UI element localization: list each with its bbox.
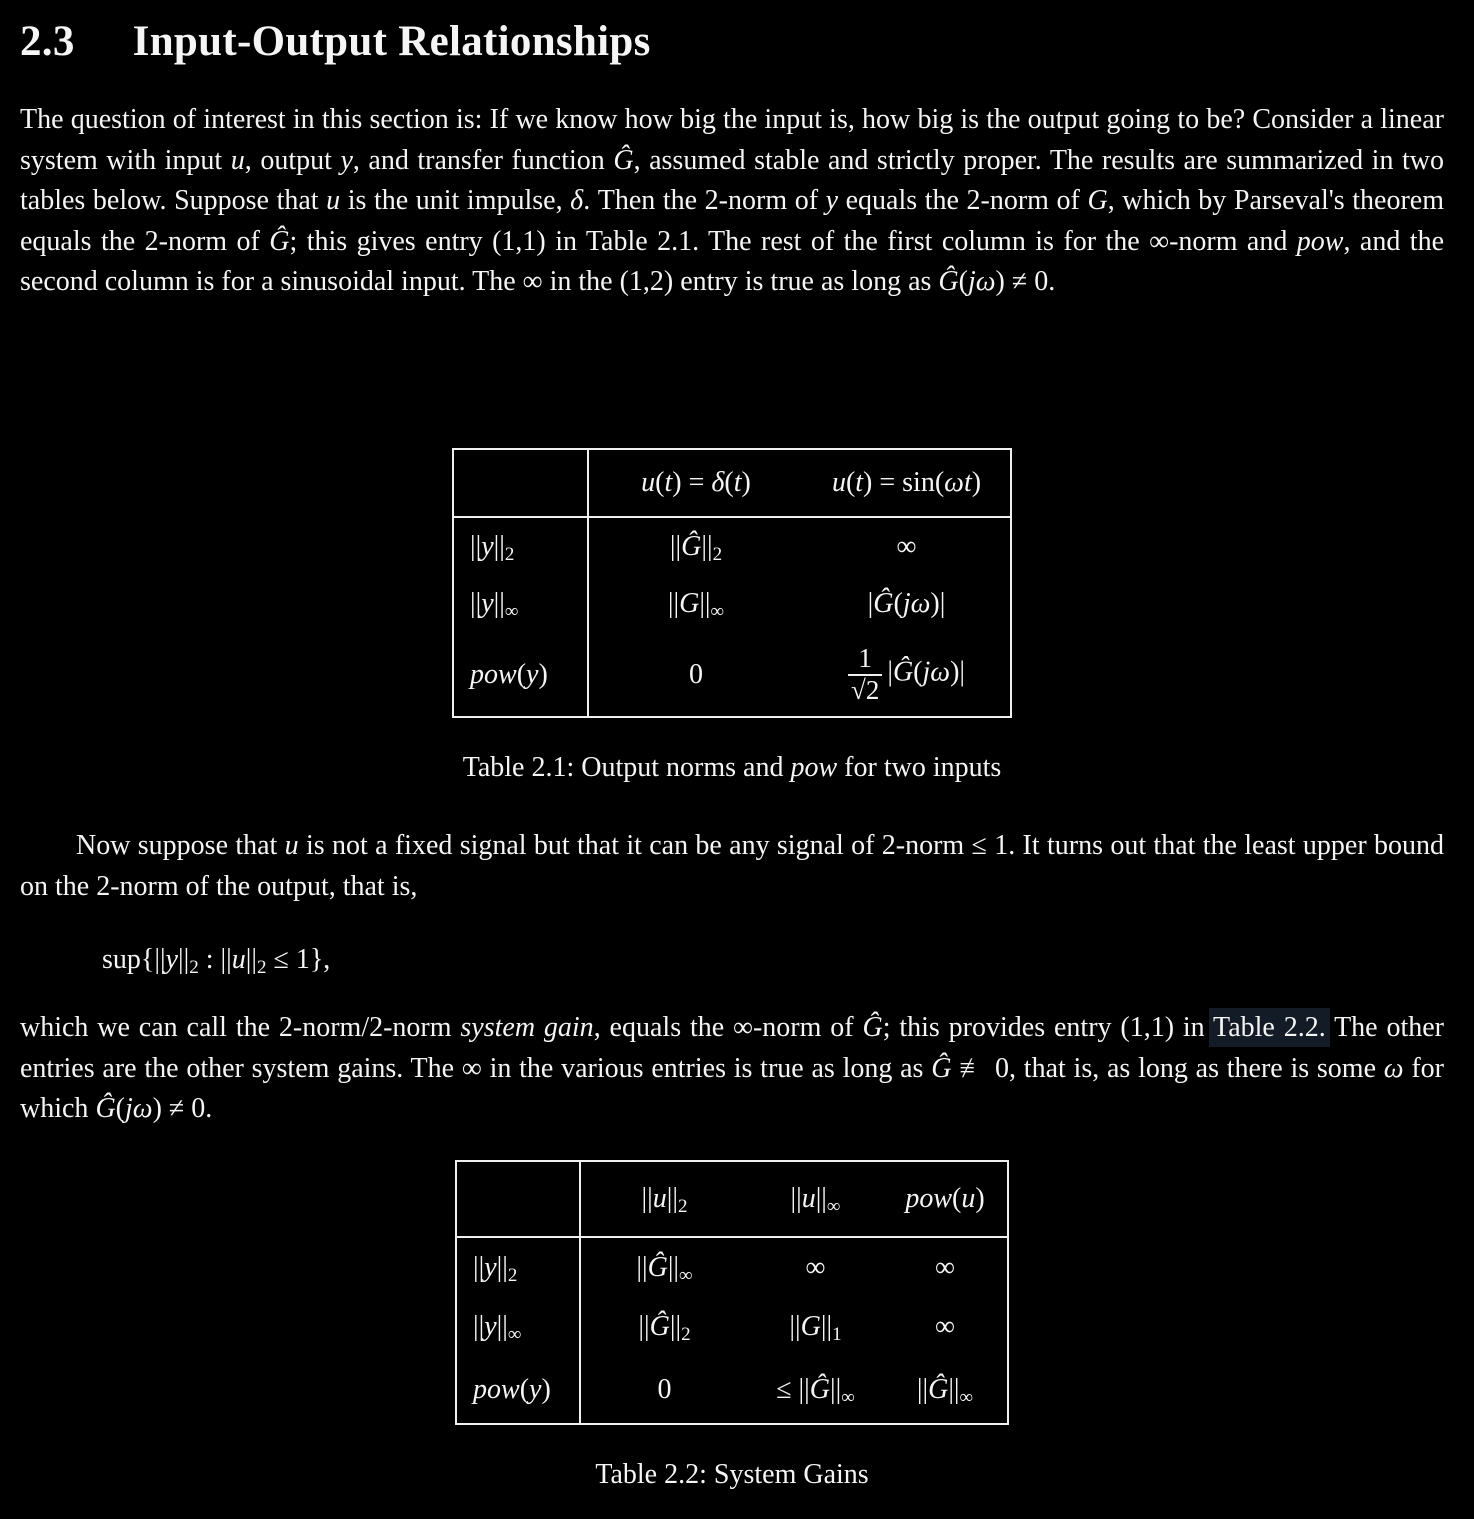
text-segment: , which by Parseval's theorem equals the 2-norm of (20, 185, 1445, 257)
text-segment: 2 (677, 1195, 688, 1217)
text-segment: ( (952, 1183, 962, 1214)
text-segment: , output (244, 144, 341, 176)
table-cell (588, 575, 803, 633)
text-segment: || (493, 530, 505, 562)
text-segment: ≢ 0, that is, as long as there is some (951, 1052, 1384, 1084)
table-row (456, 1357, 1008, 1424)
text-segment: ∞ (896, 530, 917, 562)
text-segment: jω (902, 588, 931, 619)
text-segment: ≤ || (776, 1374, 810, 1405)
text-segment: Ĝ (892, 656, 914, 688)
text-segment: ) ≠ 0. (995, 266, 1056, 297)
text-segment: y (340, 144, 353, 176)
text-segment: || (245, 944, 257, 975)
text-segment: jω (967, 266, 996, 297)
text-segment: jω (922, 656, 951, 688)
table-cell (748, 1297, 883, 1357)
text-segment: y (529, 1374, 542, 1405)
text-segment: u (652, 1183, 667, 1214)
text-segment: || (636, 1251, 648, 1283)
text-segment: y (481, 530, 494, 562)
text-segment: Table 2.1: Output norms and (462, 752, 791, 783)
text-segment: . Then the 2-norm of (583, 185, 826, 216)
text-segment: y (481, 588, 494, 619)
text-segment: ( (724, 467, 734, 498)
text-segment: Ĝ (809, 1374, 830, 1405)
table-cell (803, 633, 1011, 717)
text-segment: || (830, 1374, 842, 1405)
text-segment: || (470, 588, 482, 619)
text-segment: ω (1383, 1052, 1404, 1084)
text-segment: || (815, 1183, 827, 1214)
text-segment: || (701, 530, 713, 562)
text-segment: Ĝ (931, 1052, 952, 1084)
text-segment: || (669, 1311, 682, 1342)
text-segment: || (496, 1251, 508, 1283)
table-2-2-container (20, 1160, 1444, 1425)
text-segment: || (948, 1374, 960, 1405)
text-segment: t (855, 467, 864, 498)
text-segment: Ĝ (649, 1311, 670, 1342)
table-row (456, 1297, 1008, 1357)
text-segment: ∞ (504, 600, 519, 622)
text-segment: ∞ (841, 1386, 855, 1408)
text-segment: Table 2.2: System Gains (595, 1459, 869, 1490)
text-segment: , equals the ∞-norm of (593, 1012, 863, 1043)
text-segment: 2 (507, 1264, 518, 1286)
text-segment: | (867, 588, 874, 619)
table-cell (748, 1357, 883, 1424)
text-segment: t (664, 467, 673, 498)
text-segment: G (1087, 185, 1108, 216)
row-label-cell (453, 575, 588, 633)
table-corner-cell (453, 449, 588, 517)
text-segment: ( (913, 656, 923, 688)
text-segment: pow (790, 752, 838, 783)
text-segment: 1 (832, 1323, 842, 1345)
text-segment: ( (845, 467, 856, 498)
text-segment: ; this provides entry (1,1) in (882, 1012, 1214, 1043)
text-segment: u (230, 144, 245, 176)
text-segment: 0 (689, 658, 703, 690)
table-2-1-caption (20, 748, 1444, 788)
text-segment: ≤ 1}, (266, 944, 331, 975)
text-segment: | (887, 656, 893, 688)
fraction-numerator: 1 (858, 643, 872, 674)
table-header-row (456, 1161, 1008, 1237)
text-segment: || (473, 1251, 485, 1283)
text-segment: || (820, 1311, 833, 1342)
text-segment: ) = (672, 467, 712, 498)
text-segment: Ĝ (928, 1374, 949, 1405)
text-segment: δ (711, 467, 725, 498)
text-segment: u (801, 1183, 816, 1214)
text-segment: )| (930, 588, 946, 619)
text-segment: ∞ (935, 1251, 955, 1283)
text-segment: y (484, 1251, 497, 1283)
display-equation-sup (20, 939, 1444, 980)
text-segment: || (669, 530, 682, 562)
text-segment: for two inputs (837, 752, 1002, 783)
text-segment: ) (975, 1183, 985, 1214)
text-segment: Now suppose that (76, 830, 285, 861)
text-segment: Ĝ (95, 1093, 116, 1124)
text-segment: ∞ (710, 600, 725, 622)
text-segment: ∞ (959, 1386, 974, 1408)
text-segment: || (473, 1311, 485, 1342)
text-segment: : || (198, 944, 232, 975)
text-segment: ( (655, 467, 665, 498)
crossref-link-table-2-2[interactable]: Table 2.2. (1213, 1012, 1326, 1043)
table-row (453, 633, 1011, 717)
table-header-cell (580, 1161, 748, 1237)
row-label-cell (456, 1297, 580, 1357)
text-segment: || (699, 588, 711, 619)
text-segment: u (641, 467, 656, 498)
table-corner-cell (456, 1161, 580, 1237)
text-segment: for which (20, 1052, 1444, 1124)
text-segment: 2 (256, 956, 267, 978)
text-segment: || (667, 588, 680, 619)
section-number: 2.3 (20, 18, 75, 65)
text-segment: ) ≠ 0. (152, 1093, 213, 1124)
text-segment: t (733, 467, 742, 498)
table-header-row (453, 449, 1011, 517)
text-segment: u (831, 467, 846, 498)
text-segment: Ĝ (269, 225, 290, 257)
text-segment: G (800, 1311, 821, 1342)
text-segment: jω (125, 1093, 153, 1124)
table-row (456, 1237, 1008, 1297)
table-cell (883, 1297, 1008, 1357)
table-cell (580, 1357, 748, 1424)
text-segment: pow (473, 1374, 520, 1405)
text-segment: Ĝ (862, 1012, 883, 1043)
text-segment: Ĝ (681, 530, 702, 562)
table-cell (588, 517, 803, 575)
table-cell (580, 1297, 748, 1357)
text-segment: is the unit impulse, (340, 185, 571, 216)
text-segment: y (165, 944, 178, 975)
table-2-1 (452, 448, 1012, 718)
text-segment: ( (115, 1093, 125, 1124)
row-label-cell (456, 1357, 580, 1424)
text-segment: || (666, 1183, 678, 1214)
text-segment: ∞ (507, 1323, 522, 1345)
text-segment: Ĝ (613, 144, 634, 176)
text-segment: ) (971, 467, 982, 498)
text-segment: equals the 2-norm of (838, 185, 1088, 216)
text-segment: ( (519, 1374, 530, 1405)
text-segment: 2 (189, 956, 199, 978)
text-segment: ( (893, 588, 903, 619)
table-cell-expression (887, 657, 965, 688)
text-segment: which we can call the 2-norm/2-norm (20, 1012, 461, 1043)
text-segment: , and the second column is for a sinusoidal input. The ∞ in the (1,2) entry is true as long as (20, 225, 1444, 297)
section-title: Input-Output Relationships (132, 18, 651, 65)
text-segment: ) (541, 1374, 551, 1405)
text-segment: || (638, 1311, 650, 1342)
fraction (848, 644, 882, 704)
text-segment: 2 (712, 543, 723, 565)
paragraph-supremum (20, 826, 1444, 907)
text-segment: u (231, 944, 246, 975)
table-cell (580, 1237, 748, 1297)
table-header-cell (803, 449, 1011, 517)
text-segment: 0 (657, 1374, 672, 1405)
paragraph-intro (20, 100, 1444, 384)
row-label-cell (453, 517, 588, 575)
table-header-cell (748, 1161, 883, 1237)
text-segment: ) (538, 658, 548, 690)
text-segment: The question of interest in this section is: If we know how big the input is, how big is the output going to be? Consider a linear system with input (20, 104, 1444, 176)
text-segment: || (496, 1311, 508, 1342)
text-segment: || (177, 944, 190, 975)
text-segment: || (493, 588, 505, 619)
table-2-2 (455, 1160, 1009, 1425)
table-cell (803, 575, 1011, 633)
text-segment: 2 (681, 1323, 691, 1345)
text-segment: G (679, 588, 700, 619)
text-segment: ∞ (826, 1195, 841, 1217)
table-row (453, 575, 1011, 633)
text-segment: 2 (504, 543, 515, 565)
text-segment: ) (741, 467, 751, 498)
text-segment: ∞ (679, 1264, 693, 1286)
text-segment: ωt (944, 467, 972, 498)
table-cell (748, 1237, 883, 1297)
text-segment: system gain (460, 1012, 594, 1043)
text-segment: sup{|| (102, 944, 166, 975)
table-2-2-caption (20, 1455, 1444, 1495)
table-cell (883, 1357, 1008, 1424)
text-segment: ∞ (935, 1311, 955, 1342)
text-segment: , assumed stable and strictly proper. The results are summarized in two tables below. Suppose that (20, 144, 1444, 216)
text-segment: ( (958, 266, 968, 297)
text-segment: || (790, 1183, 802, 1214)
text-segment: pow (905, 1183, 953, 1214)
text-segment: pow (1296, 225, 1344, 257)
text-segment: y (825, 185, 839, 216)
text-segment: , and transfer function (352, 144, 614, 176)
text-segment: y (484, 1311, 497, 1342)
table-cell (883, 1237, 1008, 1297)
text-segment: Ĝ (647, 1251, 668, 1283)
row-label-cell (456, 1237, 580, 1297)
table-cell (803, 517, 1011, 575)
text-segment: ( (516, 658, 527, 690)
section-heading (20, 16, 1444, 68)
table-header-cell (883, 1161, 1008, 1237)
text-segment: Ĝ (873, 588, 894, 619)
text-segment: pow (470, 658, 517, 690)
text-segment: )| (950, 656, 965, 688)
text-segment: The other entries are the other system gains. The ∞ in the various entries is true as long as (20, 1012, 1444, 1084)
text-segment: is not a fixed signal but that it can be any signal of 2-norm ≤ 1. It turns out that the least upper bound on the 2-norm of the output, that is, (20, 830, 1444, 902)
table-2-1-container (20, 448, 1444, 718)
fraction-denominator: √2 (848, 674, 882, 705)
text-segment: || (789, 1311, 801, 1342)
text-segment: || (916, 1374, 929, 1405)
table-header-cell (588, 449, 803, 517)
table-row (453, 517, 1011, 575)
text-segment: ) = sin( (863, 467, 945, 498)
text-segment: || (667, 1251, 680, 1283)
paragraph-system-gain (20, 1008, 1444, 1130)
text-segment: u (326, 185, 341, 216)
row-label-cell (453, 633, 588, 717)
text-segment: y (526, 658, 539, 690)
text-segment: δ (570, 185, 584, 216)
text-segment: u (961, 1183, 976, 1214)
table-cell (588, 633, 803, 717)
text-segment: Ĝ (938, 266, 959, 297)
text-segment: || (641, 1183, 653, 1214)
text-segment: || (470, 530, 482, 562)
text-segment: ∞ (805, 1251, 826, 1283)
text-segment: ; this gives entry (1,1) in Table 2.1. The rest of the first column is for the ∞-norm and (289, 225, 1297, 257)
text-segment: u (284, 830, 299, 861)
